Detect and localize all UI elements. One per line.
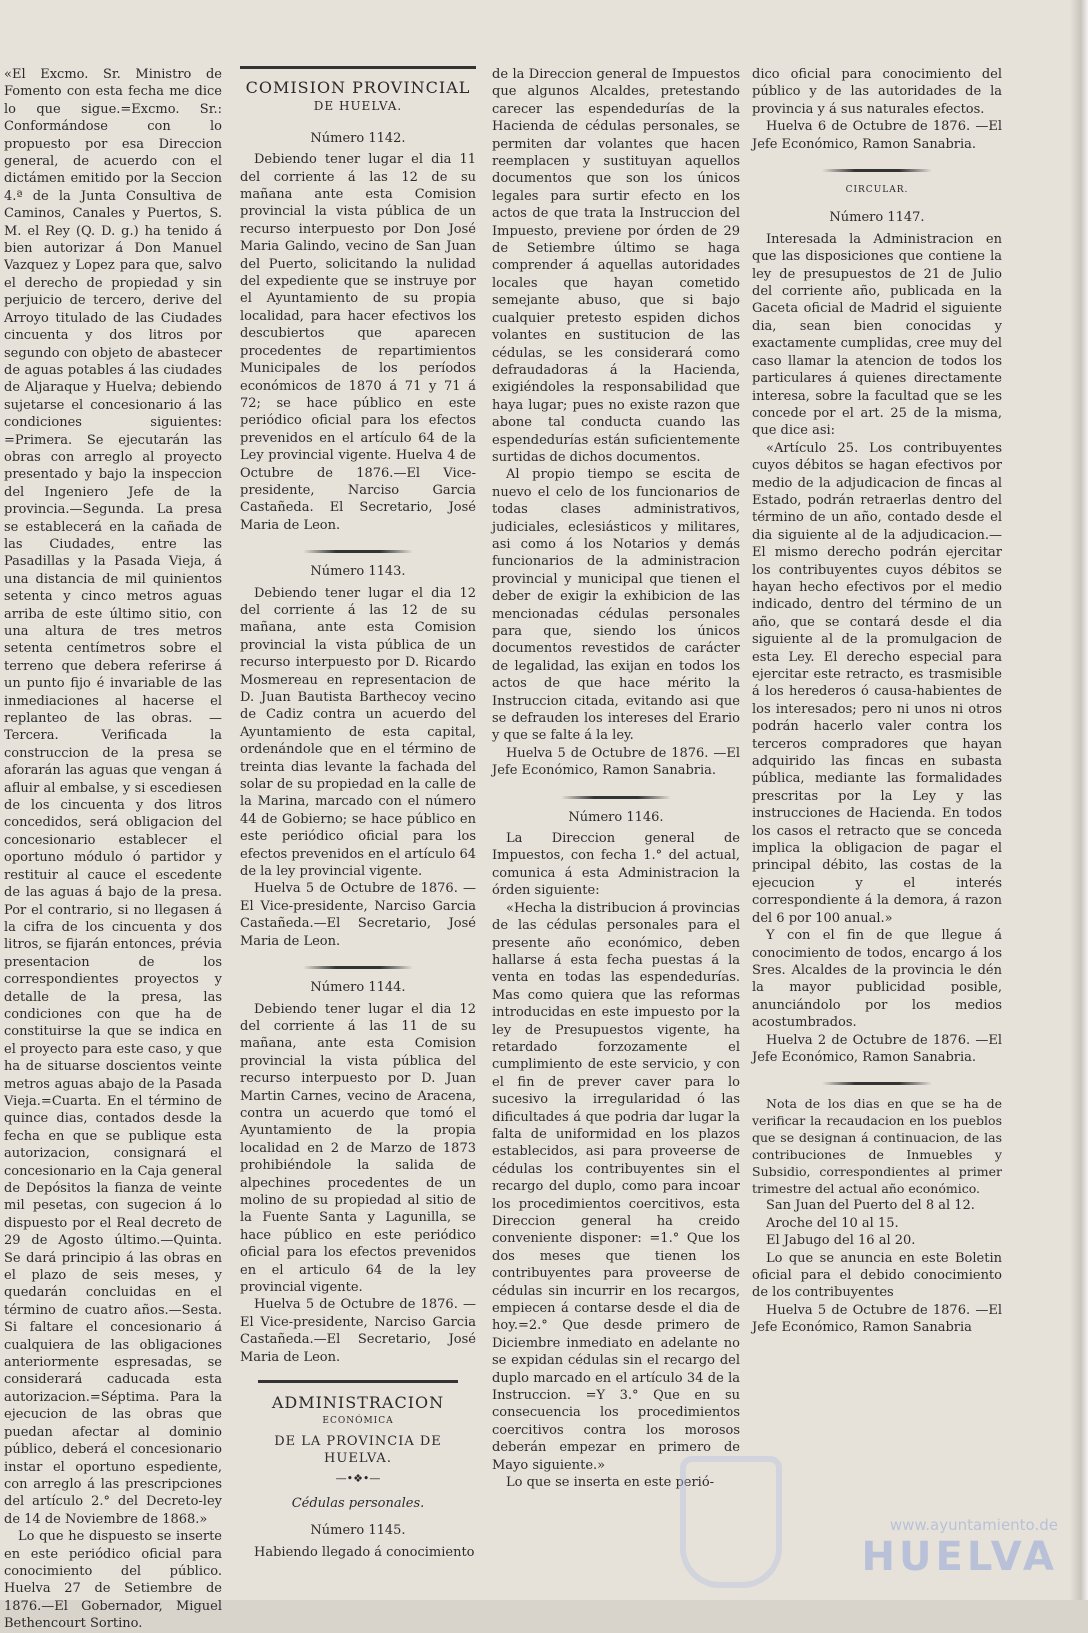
decree-text: «El Excmo. Sr. Ministro de Fomento con esta fecha me dice lo que sigue.=Excmo. Sr.: Conformándose con lo propuesto por esa Direccion general, de acuerdo con el dictámen emitido por la Seccion 4.ª de la Junta Consultiva de Caminos, Canales y Puertos, S. M. el Rey (Q. D. g.) ha tenido á bien autorizar á Don Manuel Vazquez y Lopez para que, salvo el derecho de propiedad y sin perjuicio de tercero, derive del Arroyo titulado de las Ciudades cincuenta y dos litros por segundo con objeto de abastecer de aguas potables á las ciudades de Aljaraque y Huelva; debiendo sujetarse el concesionario á las condiciones siguientes: =Primera. Se ejecutarán las obras con arreglo al proyecto presentado y bajo la inspeccion del Ingeniero Jefe de la provincia.—Segunda. La presa se establecerá en la cañada de las Ciudades, entre las Pasadillas y la Pasada Vieja, á una distancia de mil quinientos setenta y cinco metros aguas arriba de este último sitio, con una altura de tres metros setenta centímetros sobre el terreno que debera referirse á un punto fijo é invariable de las inmediaciones al hacerse el replanteo de las obras. — Tercera. Verificada la construccion de la presa se aforarán las aguas que vengan á afluir al embalse, y si escediesen de los cincuenta y dos litros concedidos, será obligacion del concesionario establecer el oportuno módulo ó partidor y restituir al cauce el escedente de las aguas á bajo de la presa. Por el contrario, si no llegasen á la cifra de los cincuenta y dos litros, se fijarán entonces, prévia presentacion de los correspondientes proyectos y detalle de la presa, las condiciones con que ha de constituirse la que se indica en el proyecto para este caso, y que ha de situarse doscientos veinte metros aguas abajo de la Pasada Vieja.=Cuarta. En el término de quince dias, contados desde la fecha en que se publique esta autorizacion, consignará el concesionario en la Caja general de Depósitos la fianza de veinte mil pesetas, con sugecion á lo dispuesto por el Real decreto de 29 de Agosto último.—Quinta. Se dará principio á las obras en el plazo de seis meses, y quedarán concluidas en el término de cuatro años.—Sesta. Si faltare el concesionario á cualquiera de las obligaciones anteriormente espresadas, se considerará caducada esta autorizacion.=Séptima. Para la ejecucion de las obras que puedan afectar al dominio público, deberá el concesionario instar el oportuno espediente, con arreglo á las prescripciones del artículo 2.° del Decreto-ley de 14 de Noviembre de 1868.» xyxy=(4,67,222,1527)
section-heading-administracion: ADMINISTRACION xyxy=(271,1393,445,1413)
section-divider xyxy=(258,1380,458,1384)
notice-1144-body: Debiendo tener lugar el dia 12 del corriente á las 11 de su mañana, ante esta Comision provincial la vista pública del recurso interpuesto por D. Juan Martin Carnes, vecino de Aracena, contra un acuerdo que tomó el Ayuntamiento de la propia localidad en 2 de Marzo de 1873 prohibiéndole la salida de alpechines procedentes de un molino de su propiedad al sitio de la Fuente Santa y Lagunilla, se hace público en este periódico oficial para los efectos prevenidos en el articulo 64 de la ley provincial vigente. xyxy=(240,1001,476,1295)
divider xyxy=(822,169,932,172)
notice-1146-closing: Lo que se inserta en este perió- xyxy=(506,1475,715,1491)
notice-1147-body: Interesada la Administracion en que las disposiciones que contiene la ley de presupuestos de 21 de Julio del corriente año, publicada en la Gaceta oficial de Madrid el siguiente dia, sean bien conocidas y exactamente cumplidas, cree muy del caso llamar la atencion de todos los particulares á quienes directamente interesa, sobre la facultad que se les concede por el art. 25 de la misma, que dice asi: xyxy=(752,231,1002,439)
cedulas-heading: Cédulas personales. xyxy=(291,1496,425,1512)
divider xyxy=(561,796,671,799)
notice-1147-articulo: «Artículo 25. Los contribuyentes cuyos débitos se hagan efectivos por medio de la adjudicacion de fincas al Estado, podrán retraerlas dentro del término de un año, contado desde el dia siguiente al de la adjudicacion.—El mismo derecho podrán ejercitar los contribuyentes cuyos débitos se hayan hecho efectivos por el medio indicado, dentro del término de un año, que se contará desde el dia siguiente al de la promulgacion de esta Ley. El derecho especial para ejercitar este retracto, es trasmisible á los herederos ó causa-habientes de los interesados; pero ni unos ni otros podrán hacerlo valer contra los terceros compradores que hayan adquirido las fincas en subasta pública, mediante las formalidades prescritas por la Ley y las instrucciones de Hacienda. En todos los casos el retracto que se conceda implica la obligacion de pagar el principal débito, las costas de la ejecucion y el interés correspondiente á la demora, á razon del 6 por 100 anual.» xyxy=(752,440,1002,926)
watermark-site: www.ayuntamiento.de xyxy=(889,1516,1058,1534)
notice-1146-continued: dico oficial para conocimiento del público y de las autoridades de la provincia y á sus naturales efectos. xyxy=(752,67,1002,117)
divider xyxy=(303,966,413,969)
notice-1143-signature: Huelva 5 de Octubre de 1876. —El Vice-presidente, Narciso Garcia Castañeda.—El Secretario, José Maria de Leon. xyxy=(240,881,476,949)
page-edge xyxy=(1070,0,1088,1600)
divider xyxy=(303,550,413,553)
nota-signature: Huelva 5 de Octubre de 1876. —El Jefe Económico, Ramon Sanabria xyxy=(752,1302,1002,1336)
ornament: —•❖•— xyxy=(335,1471,381,1485)
notice-1145-signature: Huelva 5 de Octubre de 1876. —El Jefe Económico, Ramon Sanabria. xyxy=(492,745,740,779)
notice-1143-body: Debiendo tener lugar el dia 12 del corriente á las 12 de su mañana, ante esta Comision provincial la vista pública de un recurso interpuesto por D. Ricardo Mosmereau en representacion de D. Juan Bautista Barthecoy vecino de Cadiz contra un acuerdo del Ayuntamiento de esta capital, ordenándole que en el término de treinta dias levante la fachada del solar de su propiedad en la calle de la Marina, marcado con el número 44 de Gobierno; se hace público en este periódico oficial para los efectos prevenidos en el artículo 64 de la ley provincial vigente. xyxy=(240,585,476,880)
date-row: El Jabugo del 16 al 20. xyxy=(766,1233,916,1249)
notice-1146-intro: La Direccion general de Impuestos, con fecha 1.° del actual, comunica á esta Administracion la órden siguiente: xyxy=(492,831,740,899)
admin-subheading-provincia: DE LA PROVINCIA DE HUELVA. xyxy=(274,1433,442,1467)
notice-number-1144: Número 1144. xyxy=(310,980,406,996)
notice-number-1147: Número 1147. xyxy=(829,210,925,226)
notice-number-1146: Número 1146. xyxy=(568,809,664,825)
column-1 xyxy=(4,66,222,1633)
notice-1147-paragraph-3: Y con el fin de que llegue á conocimiento de todos, encargo á los Sres. Alcaldes de la provincia le dén la mayor publicidad posible, anunciándolo por los medios acostumbrados. xyxy=(752,928,1002,1031)
section-heading-comision: COMISION PROVINCIAL xyxy=(245,78,471,97)
admin-subheading-economica: ECONÓMICA xyxy=(322,1416,394,1427)
nota-closing: Lo que se anuncia en este Boletin oficial para el debido conocimiento de los contribuyentes xyxy=(752,1250,1002,1301)
watermark xyxy=(862,1516,1058,1580)
notice-1146-body: «Hecha la distribucion á provincias de las cédulas personales para el presente año económico, deben hallarse á esta fecha puestas á la venta en todas las espendedurías. Mas como quiera que las reformas introducidas en este impuesto por la ley de Presupuestos vigente, ha retardado forzozamente el cumplimiento de este servicio, y con el fin de prever caver para lo sucesivo la irregularidad ó las dificultades á que podria dar lugar la falta de uniformidad en los plazos establecidos, asi para proveerse de cédulas los contribuyentes sin el recargo del duplo, como para incoar los procedimientos coercitivos, esta Direccion general ha creido conveniente disponer: =1.° Que los dos meses que tienen los contribuyentes para proveerse de cédulas sin incurrir en los recargos, empiecen á contarse desde el dia de hoy.=2.° Que desde primero de Diciembre inmediato en adelante no se expidan cédulas sin el recargo del duplo marcado en el artículo 34 de la Instruccion. =Y 3.° Que en su consecuencia los procedimientos coercitivos contra los morosos deberán empezar en primero de Mayo siguiente.» xyxy=(492,900,740,1473)
watermark-name: HUELVA xyxy=(861,1534,1058,1580)
notice-1145-paragraph-2: Al propio tiempo se escita de nuevo el celo de los funcionarios de todas clases administrativos, judiciales, eclesiásticos y militares, asi como á los Notarios y demás funcionarios de la administracion provincial y municipal que tienen el deber de exigir la exhibicion de las mencionadas cédulas personales para que, siendo los únicos documentos revestidos de carácter de legalidad, las exijan en todos los actos de que hace mérito la Instruccion citada, evitando asi que se defrauden los intereses del Erario y que se falte á la ley. xyxy=(492,467,740,744)
top-rule xyxy=(240,66,476,69)
notice-1145-start: Habiendo llegado á conocimiento xyxy=(254,1544,475,1560)
watermark-seal-icon xyxy=(680,1456,782,1588)
circular-heading: CIRCULAR. xyxy=(845,185,909,196)
notice-1144-signature: Huelva 5 de Octubre de 1876. —El Vice-presidente, Narciso Garcia Castañeda.—El Secretario, José Maria de Leon. xyxy=(240,1297,476,1365)
column-3 xyxy=(492,66,740,1492)
notice-number-1142: Número 1142. xyxy=(310,130,406,146)
column-2 xyxy=(240,66,476,1561)
notice-1146-signature: Huelva 6 de Octubre de 1876. —El Jefe Económico, Ramon Sanabria. xyxy=(752,119,1002,152)
divider xyxy=(822,1082,932,1085)
notice-number-1143: Número 1143. xyxy=(310,564,406,580)
notice-1145-continued: de la Direccion general de Impuestos que algunos Alcaldes, pretestando carecer las espendedurías de la Hacienda de cédulas personales, se permiten dar volantes que hacen reemplacen y sustituyan aquellos documentos que son los únicos legales para surtir efecto en los actos de que trata la Instruccion del Impuesto, previene por órden de 29 de Setiembre último se haga comprender á aquellas autoridades locales que hayan cometido semejante abuso, que si bajo cualquier pretesto espiden dichos volantes en sustitucion de las cédulas, se les considerará como defraudadoras á la Hacienda, exigiéndoles la responsabilidad que haya lugar; pues no existe razon que abone tal conducta cuando las espendedurías están suficientemente surtidas de dichos documentos. xyxy=(492,67,740,465)
date-row: Aroche del 10 al 15. xyxy=(766,1215,899,1231)
notice-1147-signature: Huelva 2 de Octubre de 1876. —El Jefe Económico, Ramon Sanabria. xyxy=(752,1032,1002,1065)
column-4 xyxy=(752,66,1002,1337)
nota-recaudacion: Nota de los dias en que se ha de verificar la recaudacion en los pueblos que se designan á continuacion, de las contribuciones de Inmuebles y Subsidio, correspondientes al primer trimestre del actual año económico. xyxy=(752,1096,1002,1197)
notice-number-1145: Número 1145. xyxy=(310,1523,406,1539)
notice-1142-body: Debiendo tener lugar el dia 11 del corriente á las 12 de su mañana ante esta Comision provincial la vista pública de un recurso interpuesto por Don José Maria Galindo, vecino de San Juan del Puerto, solicitando la nulidad del expediente que se instruye por el Ayuntamiento de su propia localidad, para hacer efectivos los descubiertos que aparecen procedentes de repartimientos Municipales de los períodos económicos de 1870 á 71 y 71 á 72; se hace público en este periódico oficial para los efectos prevenidos en el artículo 64 de la Ley provincial vigente. Huelva 4 de Octubre de 1876.—El Vice-presidente, Narciso Garcia Castañeda. El Secretario, José Maria de Leon. xyxy=(240,152,476,533)
section-subheading: DE HUELVA. xyxy=(313,99,403,114)
decree-closing: Lo que he dispuesto se inserte en este periódico oficial para conocimiento del público. Huelva 27 de Setiembre de 1876.—El Gobernador, Miguel Bethencourt Sortino. xyxy=(4,1529,222,1632)
date-row: San Juan del Puerto del 8 al 12. xyxy=(766,1198,975,1214)
